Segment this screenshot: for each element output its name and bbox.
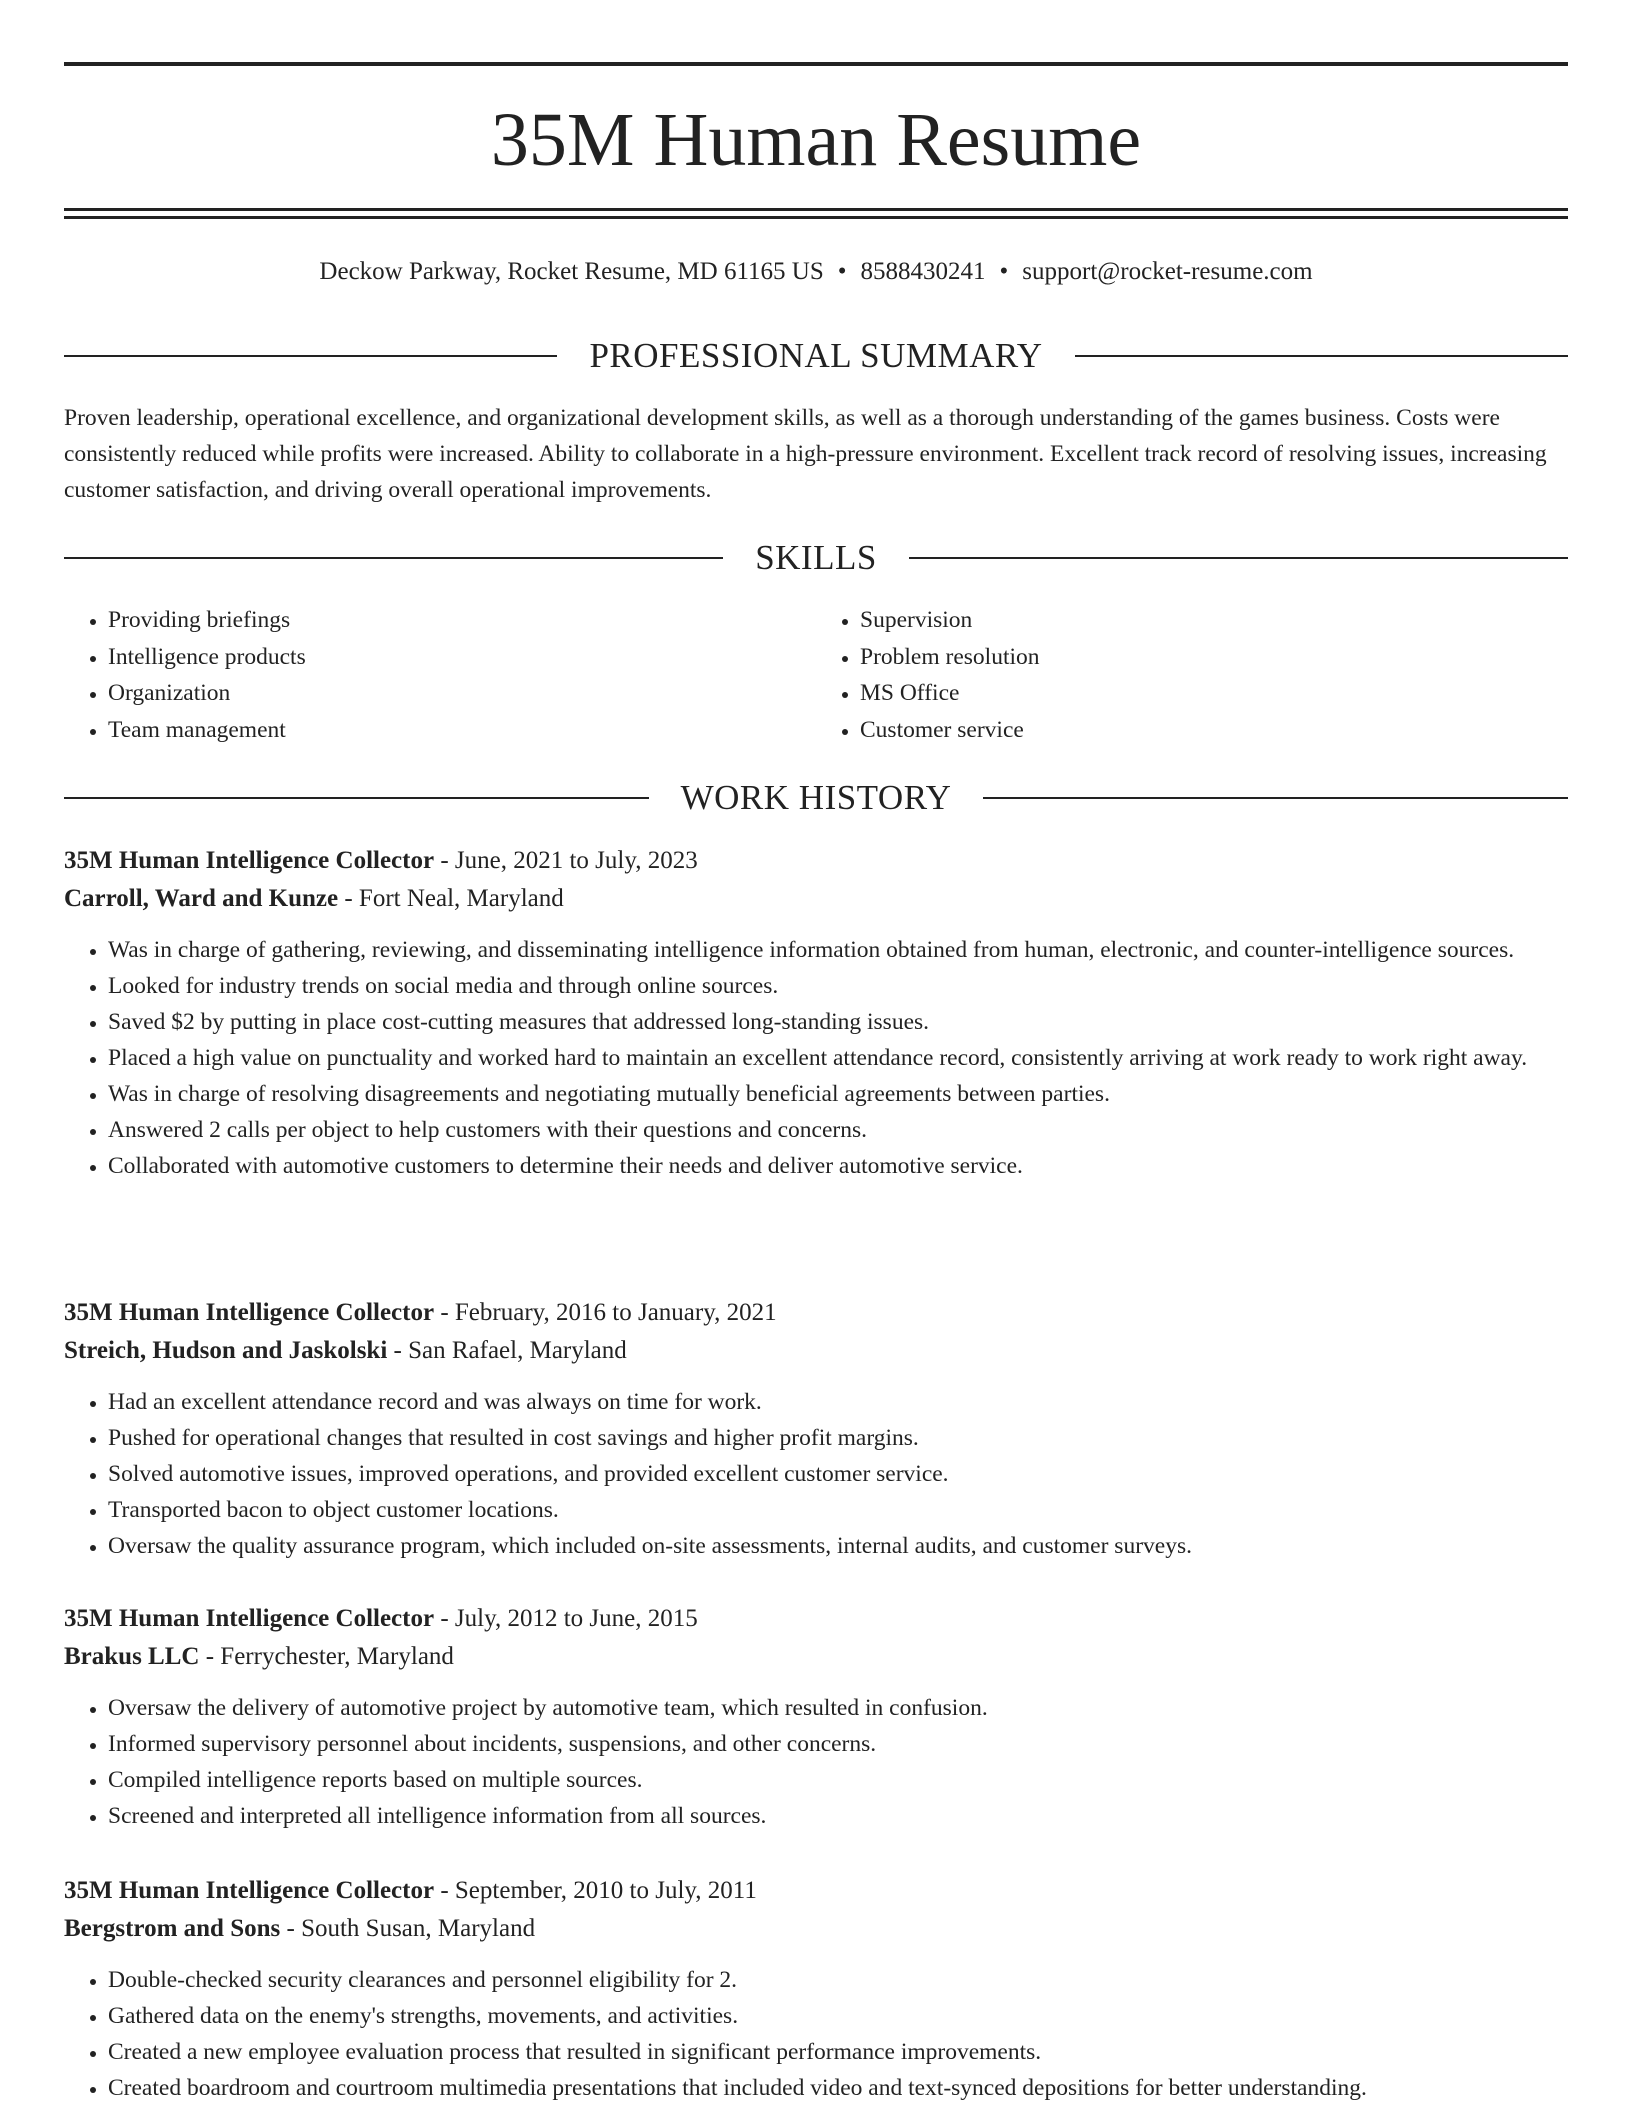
job-title-line (64, 842, 1568, 880)
job-location: - San Rafael, Maryland (387, 1337, 627, 1364)
job-location: - Fort Neal, Maryland (338, 885, 564, 912)
job-bullets (64, 932, 1568, 1184)
skills-heading (64, 536, 1568, 580)
job-bullet: • Was in charge of resolving disagreements and negotiating mutually beneficial agreements between parties. (108, 1076, 1568, 1112)
skills-column-right (816, 602, 1568, 748)
job-bullet: • Placed a high value on punctuality and worked hard to maintain an excellent attendance record, consistently arriving at work ready to work right away. (108, 1040, 1568, 1076)
job-bullet: • Created boardroom and courtroom multimedia presentations that included video and text-synced depositions for better understanding. (108, 2070, 1568, 2106)
summary-text: Proven leadership, operational excellence, and organizational development skills, as well as a thorough understanding of the games business. Costs were consistently reduced while profits were increased. Ability to collaborate in a high-pressure environment. Excellent track record of resolving issues, increasing customer satisfaction, and driving overall operational improvements. (64, 405, 1547, 503)
job-bullet: • Solved automotive issues, improved operations, and provided excellent customer service. (108, 1456, 1568, 1492)
contact-separator: • (999, 258, 1009, 285)
heading-rule-left (64, 355, 557, 357)
heading-rule-right (909, 557, 1568, 559)
heading-rule-right (983, 797, 1568, 799)
resume-title: 35M Human Resume (490, 98, 1142, 182)
job-location: - South Susan, Maryland (280, 1915, 536, 1942)
top-rule (64, 62, 1568, 66)
skill-item: • Providing briefings (108, 602, 816, 639)
job-location: - Ferrychester, Maryland (199, 1643, 454, 1670)
job-bullet: • Saved $2 by putting in place cost-cutting measures that addressed long-standing issues. (108, 1004, 1568, 1040)
skill-item: • Intelligence products (108, 639, 816, 676)
job-bullet: • Answered 2 calls per object to help customers with their questions and concerns. (108, 1112, 1568, 1148)
job-bullet: • Oversaw the delivery of automotive project by automotive team, which resulted in confusion. (108, 1690, 1568, 1726)
contact-address: Deckow Parkway, Rocket Resume, MD 61165 US (319, 258, 824, 285)
skill-item: • Problem resolution (860, 639, 1568, 676)
contact-email: support@rocket-resume.com (1022, 258, 1313, 285)
job-entry (64, 1600, 1568, 1834)
job-title-line (64, 1872, 1568, 1910)
job-company: Bergstrom and Sons (64, 1915, 281, 1942)
job-entry (64, 1872, 1568, 2106)
job-company: Brakus LLC (64, 1643, 200, 1670)
job-bullet: • Pushed for operational changes that resulted in cost savings and higher profit margins. (108, 1420, 1568, 1456)
work-heading-label: WORK HISTORY (680, 778, 952, 817)
contact-phone: 8588430241 (860, 258, 986, 285)
job-dates: - September, 2010 to July, 2011 (434, 1877, 757, 1904)
job-bullets (64, 1962, 1568, 2106)
job-entry (64, 1294, 1568, 1564)
skill-item: • Team management (108, 712, 816, 749)
job-bullet: • Oversaw the quality assurance program, which included on-site assessments, internal audits, and customer surveys. (108, 1528, 1568, 1564)
summary-heading-label: PROFESSIONAL SUMMARY (589, 336, 1043, 375)
contact-line (64, 254, 1568, 290)
job-bullet: • Looked for industry trends on social media and through online sources. (108, 968, 1568, 1004)
job-bullet: • Gathered data on the enemy's strengths, movements, and activities. (108, 1998, 1568, 2034)
job-bullet: • Transported bacon to object customer locations. (108, 1492, 1568, 1528)
job-title: 35M Human Intelligence Collector (64, 1299, 435, 1326)
skill-item: • Customer service (860, 712, 1568, 749)
job-company-line (64, 1910, 1568, 1948)
job-bullet: • Collaborated with automotive customers to determine their needs and deliver automotive service. (108, 1148, 1568, 1184)
skills-column-left (64, 602, 816, 748)
job-bullet: • Created a new employee evaluation process that resulted in significant performance improvements. (108, 2034, 1568, 2070)
heading-rule-right (1075, 355, 1568, 357)
skills-list (64, 602, 1568, 748)
job-bullet: • Was in charge of gathering, reviewing, and disseminating intelligence information obtained from human, electronic, and counter-intelligence sources. (108, 932, 1568, 968)
job-bullets (64, 1690, 1568, 1834)
job-dates: - February, 2016 to January, 2021 (434, 1299, 777, 1326)
job-dates: - July, 2012 to June, 2015 (434, 1605, 698, 1632)
job-bullet: • Screened and interpreted all intelligence information from all sources. (108, 1798, 1568, 1834)
job-title-line (64, 1294, 1568, 1332)
job-bullet: • Double-checked security clearances and personnel eligibility for 2. (108, 1962, 1568, 1998)
job-title: 35M Human Intelligence Collector (64, 1605, 435, 1632)
job-bullet: • Had an excellent attendance record and was always on time for work. (108, 1384, 1568, 1420)
skill-item: • Organization (108, 675, 816, 712)
job-dates: - June, 2021 to July, 2023 (434, 847, 698, 874)
job-entry (64, 842, 1568, 1184)
job-title-line (64, 1600, 1568, 1638)
skills-heading-label: SKILLS (755, 538, 877, 577)
job-bullet: • Compiled intelligence reports based on multiple sources. (108, 1762, 1568, 1798)
job-title: 35M Human Intelligence Collector (64, 847, 435, 874)
job-company: Carroll, Ward and Kunze (64, 885, 339, 912)
job-company-line (64, 880, 1568, 918)
heading-rule-left (64, 557, 723, 559)
job-bullets (64, 1384, 1568, 1564)
job-title: 35M Human Intelligence Collector (64, 1877, 435, 1904)
skill-item: • MS Office (860, 675, 1568, 712)
title-rule-upper (64, 208, 1568, 211)
heading-rule-left (64, 797, 649, 799)
job-bullet: • Informed supervisory personnel about incidents, suspensions, and other concerns. (108, 1726, 1568, 1762)
contact-separator: • (837, 258, 847, 285)
work-heading (64, 776, 1568, 820)
job-company-line (64, 1638, 1568, 1676)
summary-heading (64, 334, 1568, 378)
job-company-line (64, 1332, 1568, 1370)
job-company: Streich, Hudson and Jaskolski (64, 1337, 388, 1364)
title-rule-lower (64, 216, 1568, 219)
skill-item: • Supervision (860, 602, 1568, 639)
